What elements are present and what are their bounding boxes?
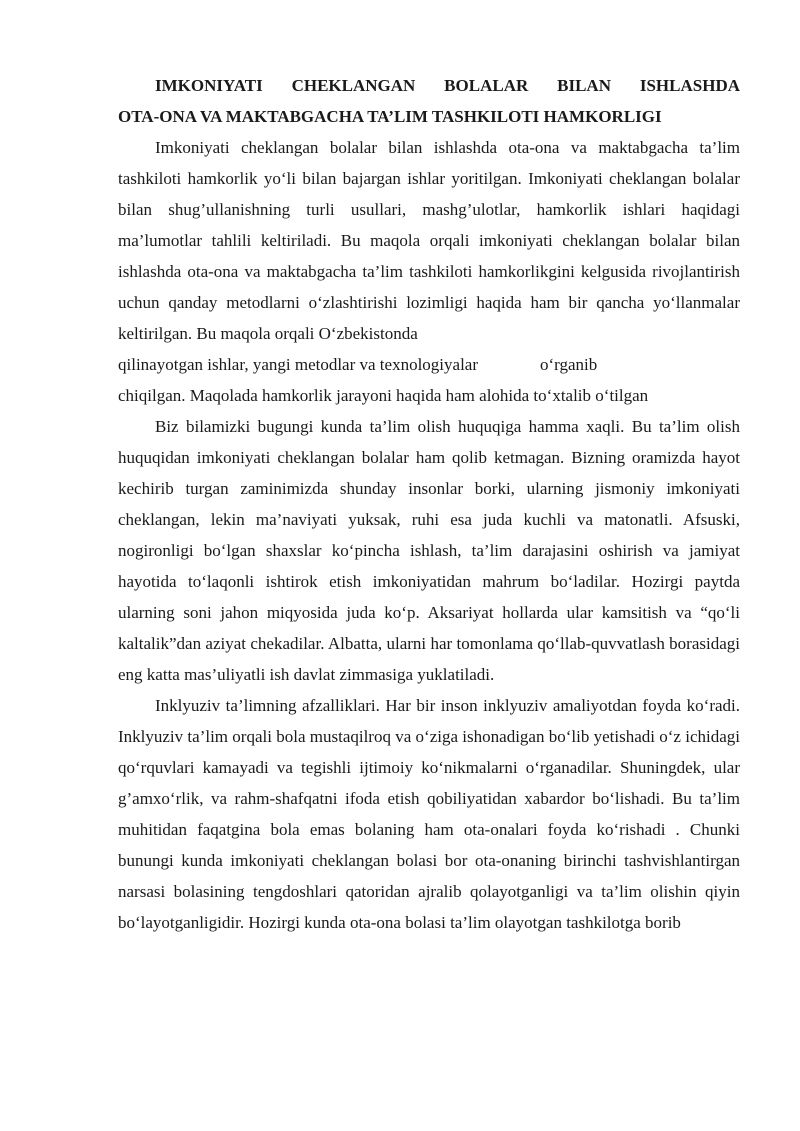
abstract-line-b: chiqilgan. Maqolada hamkorlik jarayoni haqida ham alohida to‘xtalib o‘tilgan [118,386,649,405]
document-body [118,70,740,938]
body-paragraph-1: Biz bilamizki bugungi kunda ta’lim olish huquqiga hamma xaqli. Bu ta’lim olish huquqidan imkoniyati cheklangan bolalar ham qolib ketmagan. Bizning oramizda hayot kechirib turgan zaminimizda shunday insonlar borki, ularning jismoniy imkoniyati cheklangan, lekin ma’naviyati yuksak, ruhi esa juda kuchli va matonatli. Afsuski, nogironligi bo‘lgan shaxslar ko‘pincha ishlash, ta’lim darajasini oshirish va jamiyat hayotida to‘laqonli ishtirok etish imkoniyatidan mahrum bo‘ladilar. Hozirgi paytda ularning soni jahon miqyosida juda ko‘p. Aksariyat hollarda ular kamsitish va “qo‘li kaltalik”dan aziyat chekadilar. Albatta, ularni har tomonlama qo‘llab-quvvatlash borasidagi eng katta mas’uliyatli ish davlat zimmasiga yuklatiladi. [118,417,740,684]
abstract-paragraph: Imkoniyati cheklangan bolalar bilan ishlashda ota-ona va maktabgacha ta’lim tashkiloti hamkorlik yo‘li bilan bajargan ishlar yoritilgan. Imkoniyati cheklangan bolalar bilan shug’ullanishning turli usullari, mashg’ulotlar, hamkorlik ishlari haqidagi ma’lumotlar tahlili keltiriladi. Bu maqola orqali imkoniyati cheklangan bolalar bilan ishlashda ota-ona va maktabgacha ta’lim tashkiloti hamkorlikgini kelgusida rivojlantirish uchun qanday metodlarni o‘zlashtirishi lozimligi haqida ham bir qancha yo‘llanmalar keltirilgan. Bu maqola orqali O‘zbekistonda [118,138,740,343]
abstract-line-a-tail: o‘rganib [540,355,598,374]
abstract-line-a-text: qilinayotgan ishlar, yangi metodlar va texnologiyalar [118,355,478,374]
title-line-1: IMKONIYATI CHEKLANGAN BOLALAR BILAN ISHLASHDA [155,76,740,95]
title-line-2: OTA-ONA VA MAKTABGACHA TA’LIM TASHKILOTI HAMKORLIGI [118,107,662,126]
body-paragraph-2: Inklyuziv ta’limning afzalliklari. Har bir inson inklyuziv amaliyotdan foyda ko‘radi. Inklyuziv ta’lim orqali bola mustaqilroq va o‘ziga ishonadigan bo‘lib yetishadi o‘z ichidagi qo‘rquvlari kamayadi va tegishli ijtimoiy ko‘nikmalarni o‘rganadilar. Shuningdek, ular g’amxo‘rlik, va rahm-shafqatni ifoda etish qobiliyatidan xabardor bo‘lishadi. Bu ta’lim muhitidan faqatgina bola emas bolaning ham ota-onalari foyda ko‘rishadi . Chunki bunungi kunda imkoniyati cheklangan bolasi bor ota-onaning birinchi tashvishlantirgan narsasi bolasining tengdoshlari qatoridan ajralib qolayotganligi va ta’lim olishin qiyin bo‘layotganligidir. Hozirgi kunda ota-ona bolasi ta’lim olayotgan tashkilotga borib [118,696,740,932]
abstract-line-a [118,349,740,380]
